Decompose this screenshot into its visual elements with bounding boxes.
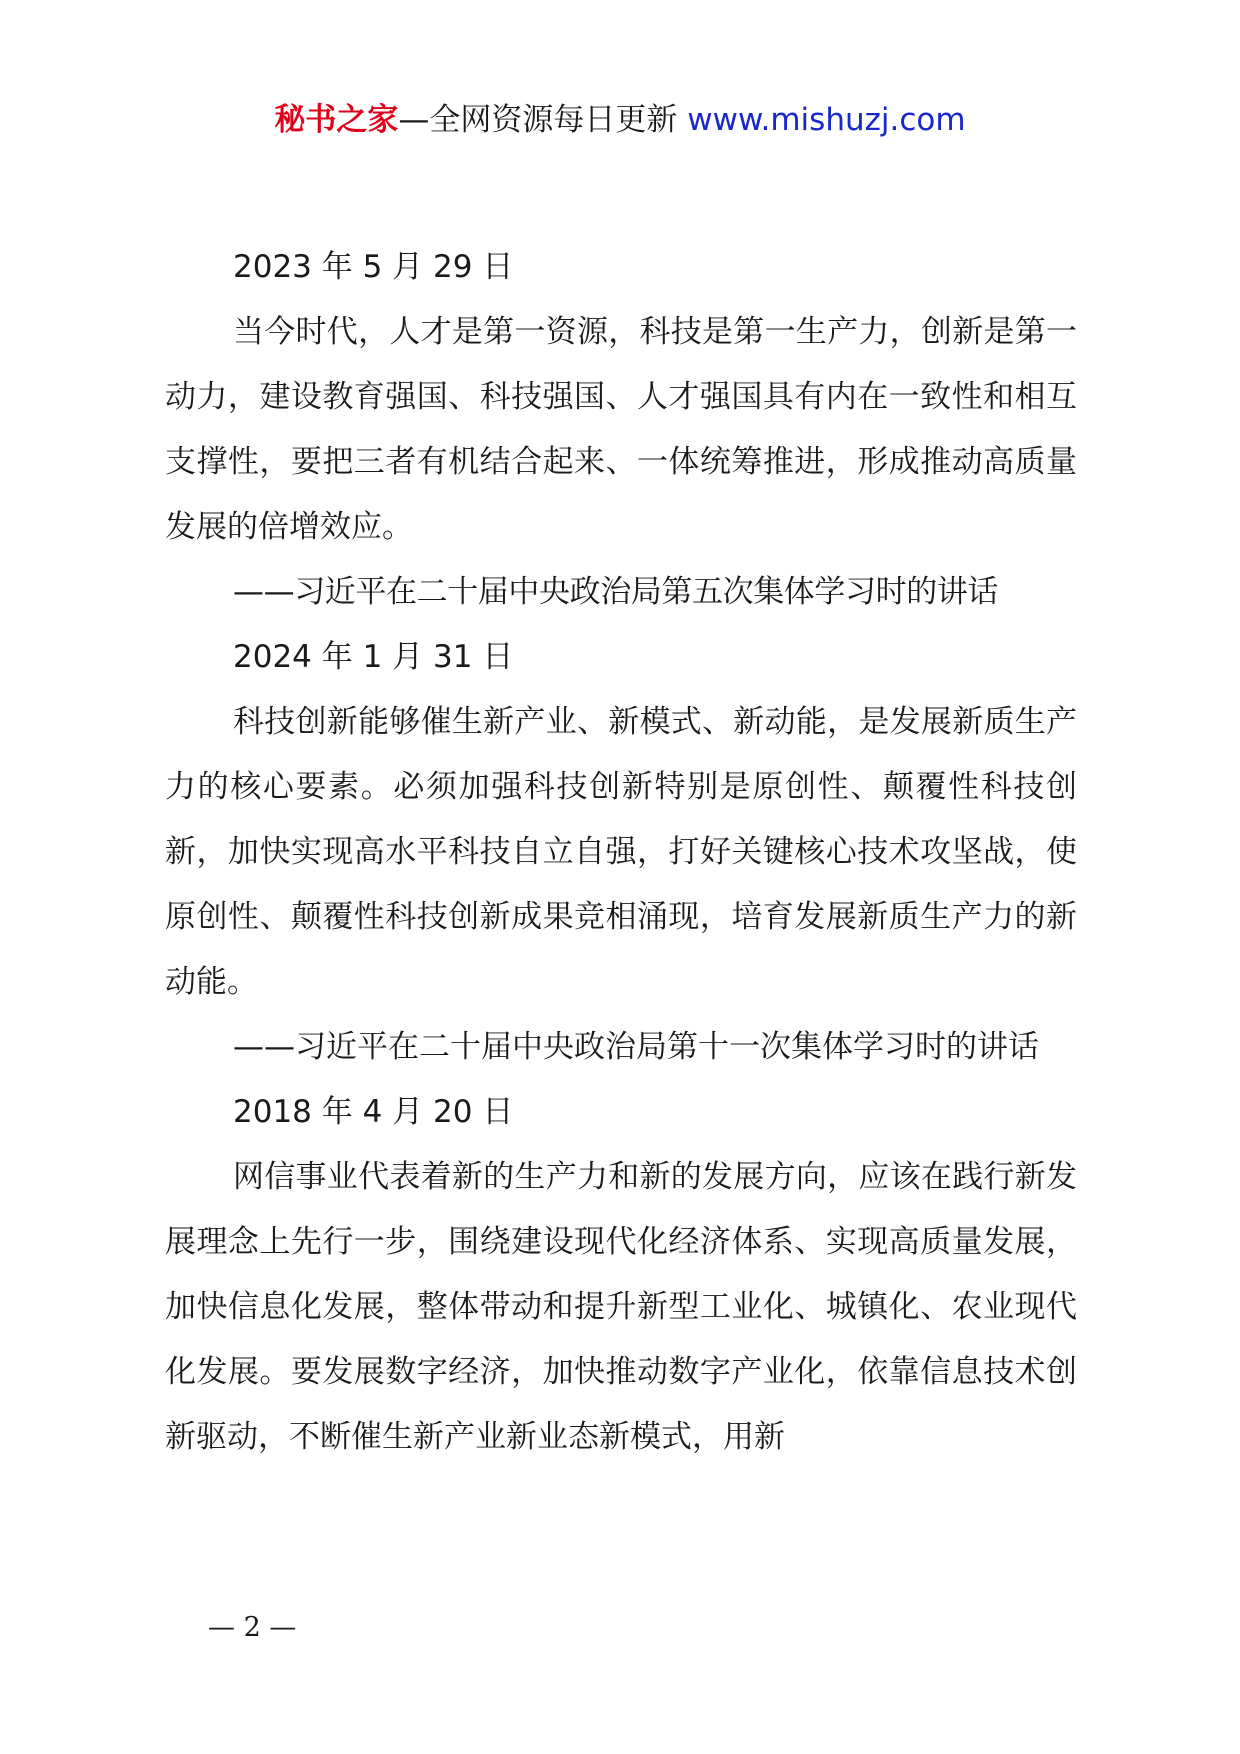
site-header — [0, 100, 1240, 140]
page-number: — 2 — — [208, 1612, 297, 1643]
document-body — [165, 235, 1077, 1470]
quote-paragraph: 网信事业代表着新的生产力和新的发展方向，应该在践行新发展理念上先行一步，围绕建设现代化经济体系、实现高质量发展，加快信息化发展，整体带动和提升新型工业化、城镇化、农业现代化发展。要发展数字经济，加快推动数字产业化，依靠信息技术创新驱动，不断催生新产业新业态新模式，用新 — [165, 1159, 1077, 1455]
quote-paragraph: 科技创新能够催生新产业、新模式、新动能，是发展新质生产力的核心要素。必须加强科技创新特别是原创性、颠覆性科技创新，加快实现高水平科技自立自强，打好关键核心技术攻坚战，使原创性、颠覆性科技创新成果竞相涌现，培育发展新质生产力的新动能。 — [165, 704, 1077, 1000]
quote-attribution: ——习近平在二十届中央政治局第五次集体学习时的讲话 — [233, 574, 998, 610]
quote-attribution: ——习近平在二十届中央政治局第十一次集体学习时的讲话 — [233, 1029, 1039, 1065]
site-tagline: —全网资源每日更新 — [398, 102, 678, 138]
section-date: 2024 年 1 月 31 日 — [233, 639, 514, 675]
section-date: 2023 年 5 月 29 日 — [233, 249, 514, 285]
site-url-link[interactable]: www.mishuzj.com — [687, 102, 966, 138]
quote-paragraph: 当今时代，人才是第一资源，科技是第一生产力，创新是第一动力，建设教育强国、科技强国、人才强国具有内在一致性和相互支撑性，要把三者有机结合起来、一体统筹推进，形成推动高质量发展的倍增效应。 — [165, 314, 1077, 545]
site-brand: 秘书之家 — [274, 102, 399, 138]
section-date: 2018 年 4 月 20 日 — [233, 1094, 514, 1130]
